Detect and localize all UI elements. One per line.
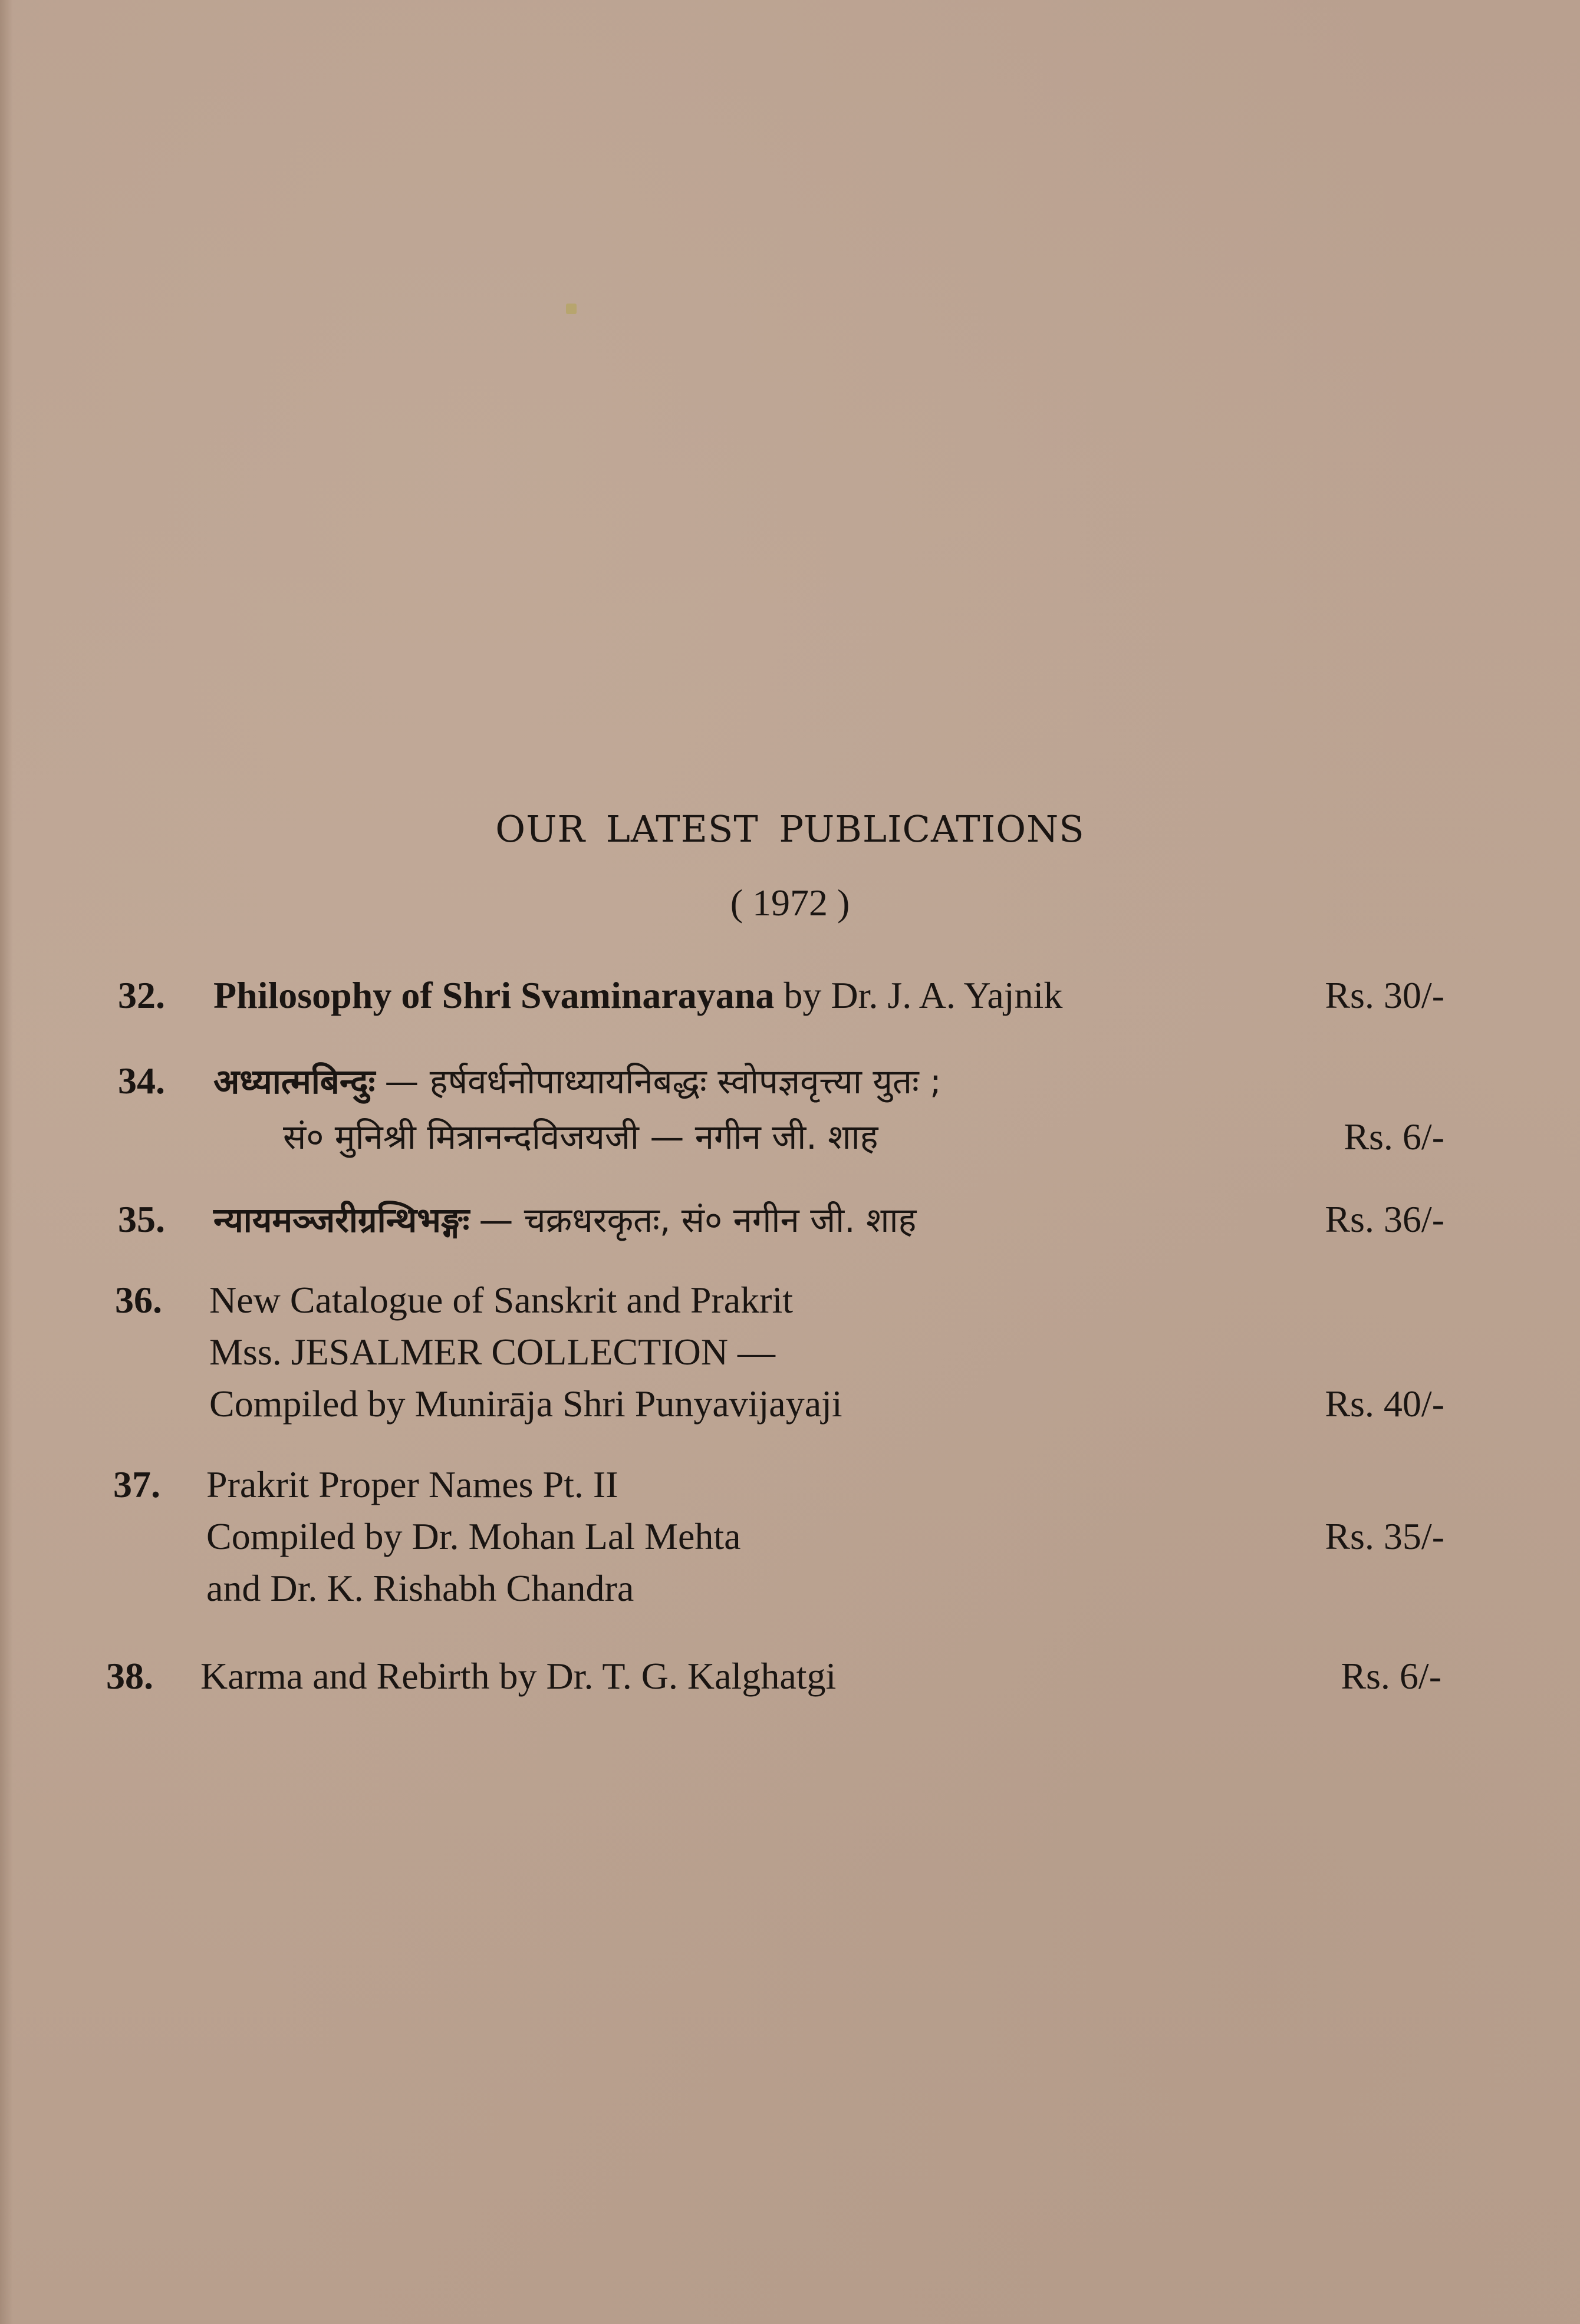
publication-text (213, 1194, 916, 1246)
publication-price: Rs. 6/- (1341, 1655, 1441, 1697)
publication-subtitle: — हर्षवर्धनोपाध्यायनिबद्धः स्वोपज्ञवृत्त्या युतः ; (384, 1062, 942, 1102)
page-title: OUR LATEST PUBLICATIONS (495, 807, 1085, 851)
publication-title-line: Mss. JESALMER COLLECTION — (209, 1331, 776, 1373)
publication-number: 32. (118, 974, 165, 1016)
publication-author-line: and Dr. K. Rishabh Chandra (206, 1567, 634, 1609)
publication-price: Rs. 40/- (1325, 1383, 1444, 1425)
publication-subtitle: — चक्रधरकृतः, सं० नगीन जी. शाह (479, 1200, 917, 1240)
publication-title: अध्यात्मबिन्दुः (213, 1062, 376, 1102)
paper-speck (566, 304, 577, 314)
publication-text (213, 970, 1062, 1021)
publication-number: 34. (118, 1060, 165, 1102)
page-year: ( 1972 ) (730, 882, 850, 924)
publication-number: 37. (113, 1463, 160, 1505)
publication-title-line: Prakrit Proper Names Pt. II (206, 1463, 618, 1505)
publication-editor: सं० मुनिश्री मित्रानन्दविजयजी — नगीन जी. शाह (283, 1117, 878, 1157)
publication-number: 35. (118, 1198, 165, 1240)
publication-text-line1 (213, 1055, 942, 1107)
publication-author: by Dr. J. A. Yajnik (784, 974, 1063, 1016)
publication-title: Philosophy of Shri Svaminarayana (213, 974, 775, 1016)
publication-title: Karma and Rebirth by Dr. T. G. Kalghatgi (200, 1655, 837, 1697)
publication-number: 38. (106, 1655, 153, 1697)
publication-number: 36. (115, 1279, 162, 1321)
publication-price: Rs. 30/- (1325, 974, 1444, 1016)
page-left-edge (0, 0, 13, 2324)
publication-author-line: Compiled by Munirāja Shri Punyavijayaji (209, 1383, 842, 1425)
publication-price: Rs. 36/- (1325, 1198, 1444, 1240)
publication-price: Rs. 6/- (1344, 1116, 1444, 1158)
publication-author-line: Compiled by Dr. Mohan Lal Mehta (206, 1515, 741, 1557)
publication-price: Rs. 35/- (1325, 1515, 1444, 1557)
publication-title: न्यायमञ्जरीग्रन्थिभङ्गः (213, 1200, 470, 1240)
publication-title-line: New Catalogue of Sanskrit and Prakrit (209, 1279, 793, 1321)
